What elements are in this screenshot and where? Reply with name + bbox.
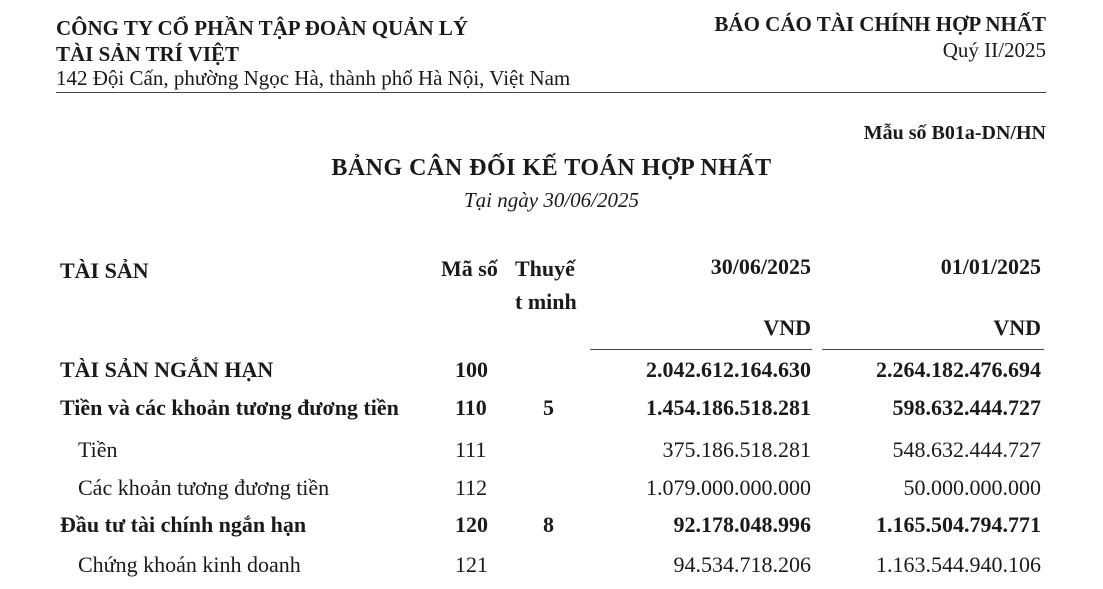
column-header-date-current: 30/06/2025	[710, 254, 811, 279]
report-period: Quý II/2025	[942, 38, 1046, 62]
row-label: Tiền	[78, 437, 118, 462]
row-code: 121	[455, 552, 488, 577]
row-label: Đầu tư tài chính ngắn hạn	[60, 512, 307, 537]
row-label: Chứng khoán kinh doanh	[78, 552, 301, 577]
row-value-prior: 598.632.444.727	[892, 395, 1041, 420]
row-value-prior: 1.163.544.940.106	[876, 552, 1041, 577]
row-label: Tiền và các khoản tương đương tiền	[60, 395, 399, 420]
column-header-assets: TÀI SẢN	[60, 258, 149, 283]
row-value-current: 92.178.048.996	[673, 512, 811, 537]
table-row-trading-securities	[0, 552, 1103, 588]
column-header-note-line2: t minh	[515, 289, 577, 314]
row-note: 8	[543, 512, 554, 537]
row-note: 5	[543, 395, 554, 420]
column-divider-prior	[822, 349, 1044, 350]
row-code: 100	[455, 357, 488, 382]
company-name-line1: CÔNG TY CỔ PHẦN TẬP ĐOÀN QUẢN LÝ	[56, 16, 469, 40]
document-date: Tại ngày 30/06/2025	[463, 188, 639, 212]
table-row-short-term-assets	[0, 357, 1103, 393]
company-name-line2: TÀI SẢN TRÍ VIỆT	[56, 42, 240, 66]
column-header-note-line1: Thuyế	[515, 256, 575, 281]
row-value-prior: 2.264.182.476.694	[876, 357, 1041, 382]
column-header-date-prior: 01/01/2025	[940, 254, 1041, 279]
row-value-prior: 1.165.504.794.771	[876, 512, 1041, 537]
table-row-cash	[0, 437, 1103, 473]
column-header-code: Mã số	[441, 256, 498, 281]
report-title: BÁO CÁO TÀI CHÍNH HỢP NHẤT	[714, 12, 1046, 36]
row-code: 111	[455, 437, 487, 462]
row-code: 110	[455, 395, 487, 420]
company-address: 142 Đội Cấn, phường Ngọc Hà, thành phố Hà Nội, Việt Nam	[56, 66, 571, 90]
row-value-current: 94.534.718.206	[673, 552, 811, 577]
row-code: 112	[455, 475, 488, 500]
row-label: TÀI SẢN NGẮN HẠN	[60, 357, 274, 382]
row-value-prior: 548.632.444.727	[892, 437, 1041, 462]
row-value-current: 1.454.186.518.281	[646, 395, 811, 420]
table-row-cash-equivalents-detail	[0, 475, 1103, 511]
row-value-current: 1.079.000.000.000	[646, 475, 811, 500]
row-label: Các khoản tương đương tiền	[78, 475, 330, 500]
column-unit-current: VND	[763, 315, 811, 340]
form-code: Mẫu số B01a-DN/HN	[863, 122, 1046, 144]
row-code: 120	[455, 512, 488, 537]
table-row-short-term-investments	[0, 512, 1103, 548]
document-title: BẢNG CÂN ĐỐI KẾ TOÁN HỢP NHẤT	[331, 155, 772, 181]
row-value-current: 2.042.612.164.630	[646, 357, 811, 382]
table-row-cash-equivalents	[0, 395, 1103, 431]
header-divider	[56, 92, 1046, 93]
column-unit-prior: VND	[993, 315, 1041, 340]
column-divider-current	[590, 349, 812, 350]
row-value-current: 375.186.518.281	[662, 437, 811, 462]
row-value-prior: 50.000.000.000	[903, 475, 1041, 500]
